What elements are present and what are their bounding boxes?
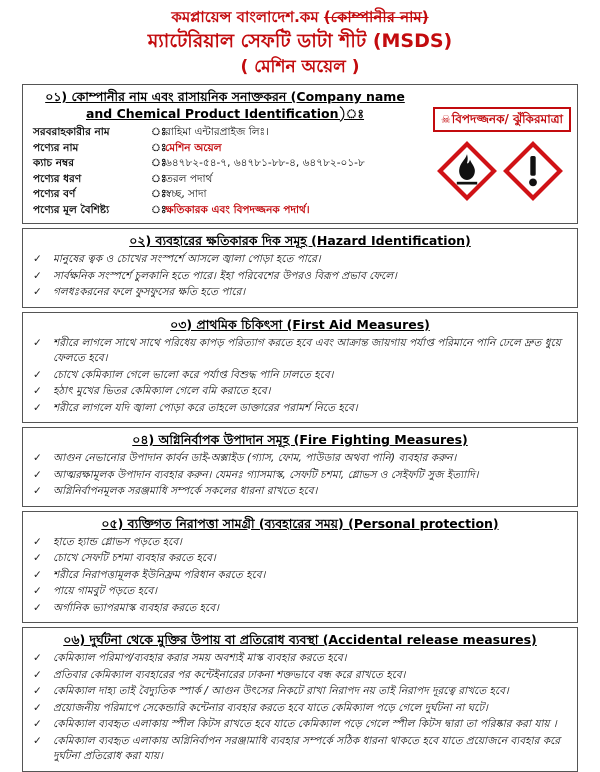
- section-identification: [22, 84, 578, 224]
- list-item: ✓ সার্বক্ষনিক সংস্পর্শে চুলকানি হতে পারে। ইহা পরিবেশের উপরও বিরূপ প্রভাব ফেলে।: [33, 269, 567, 285]
- field-cas-number: ক্যাচ নম্বর ঃ ৬৪৭৮২-৫৪-৭, ৬৪৭৮১-৮৮-৪, ৬৪৭৮২-০১-৮: [33, 157, 365, 169]
- section-5-heading: ০৫) ব্যক্তিগত নিরাপত্তা সামগ্রী (ব্যবহারের সময়) (Personal protection): [101, 515, 499, 531]
- field-product-name: পণ্যের নাম ঃ মেশিন অয়েল: [33, 141, 222, 154]
- list-item: ✓ কেমিক্যাল ব্যবহৃত এলাকায় স্পীল কিটস রাখতে হবে যাতে কেমিক্যাল পড়ে গেলে স্পীল কিটস দ্বারা তা পরিষ্কার করা যায় ।: [33, 717, 567, 733]
- list-item: ✓ কেমিক্যাল পরিমাপ/ব্যবহার করার সময় অবশ্যই মাস্ক ব্যবহার করতে হবে।: [33, 651, 567, 667]
- field-supplier-name: সরবরাহকারীর নাম ঃ রাহিমা এন্টারপ্রাইজ লিঃ।: [33, 126, 269, 138]
- list-item: ✓ হঠাৎ মুখের ভিতর কেমিক্যাল গেলে বমি করাতে হবে।: [33, 384, 567, 400]
- product-fields: [33, 125, 423, 218]
- hazard-badge: [433, 107, 571, 132]
- list-item: ✓ অগ্নিনির্বাপনমূলক সরঞ্জমাধি সম্পর্কে সকলের ধারনা রাখতে হবে।: [33, 484, 567, 500]
- checkmark-icon: ✓: [33, 701, 42, 714]
- checkmark-icon: ✓: [33, 269, 42, 282]
- section-fire-fighting: [22, 427, 578, 507]
- section-4-bullets: [33, 451, 567, 500]
- checkmark-icon: ✓: [33, 734, 42, 747]
- skull-crossbones-icon: ☠: [440, 113, 451, 126]
- checkmark-icon: ✓: [33, 401, 42, 414]
- list-item: ✓ কেমিক্যাল দাহ্য তাই বৈদ্যুতিক স্পার্ক / আগুন উৎসের নিকটে রাখা নিরাপদ নয় তাই নিরাপদ দূরত্বে রাখতে হবে।: [33, 684, 567, 700]
- list-item: ✓ শরীরে লাগলে যদি জ্বালা পোড়া করে তাহলে ডাক্তারের পরামর্শ নিতে হবে।: [33, 401, 567, 417]
- list-item: ✓ অর্গানিক ভ্যাপরমাস্ক ব্যবহার করতে হবে।: [33, 601, 567, 617]
- checkmark-icon: ✓: [33, 568, 42, 581]
- list-item: ✓ পায়ে গামবুট পড়তে হবে।: [33, 584, 567, 600]
- section-6-bullets: [33, 651, 567, 765]
- company-name-note: (কোম্পানীর নাম): [323, 8, 429, 26]
- section-3-bullets: [33, 336, 567, 417]
- section-3-heading: ০৩) প্রাথমিক চিকিৎসা (First Aid Measures): [170, 316, 430, 332]
- section-personal-protection: [22, 511, 578, 624]
- flame-pictogram-icon: [437, 141, 497, 201]
- document-title: ম্যাটেরিয়াল সেফটি ডাটা শীট (MSDS): [147, 30, 453, 52]
- checkmark-icon: ✓: [33, 253, 42, 265]
- hazard-badge-label: বিপদজ্জনক/ ঝুঁকিরমাত্রা: [451, 112, 563, 126]
- checkmark-icon: ✓: [33, 552, 42, 564]
- list-item: ✓ শরীরে নিরাপত্তামূলক ইউনিফ্রম পরিধান করতে হবে।: [33, 568, 567, 584]
- section-accidental-release: [22, 627, 578, 772]
- exclamation-pictogram-icon: [503, 141, 563, 201]
- section-4-heading: ০৪) অগ্নিনির্বাপক উপাদান সমূহ (Fire Fighting Measures): [132, 432, 468, 447]
- checkmark-icon: ✓: [33, 485, 42, 497]
- checkmark-icon: ✓: [33, 585, 42, 597]
- section-first-aid: [22, 312, 578, 424]
- section-6-heading: ০৬) দুর্ঘটনা থেকে মুক্তির উপায় বা প্রতিরোধ ব্যবস্থা (Accidental release measures): [63, 632, 537, 647]
- company-name: কমপ্লায়েন্স বাংলাদেশ.কম: [171, 8, 319, 26]
- list-item: ✓ প্রয়োজনীয় পরিমাপে সেকেন্ডারি কন্টেনার ব্যবহার করতে হবে যাতে কেমিক্যাল পড়ে গেলে দুর্ঘটনা না ঘটে।: [33, 701, 567, 717]
- section-hazard-identification: [22, 228, 578, 308]
- field-product-color: পণ্যের বর্ণ ঃ স্বচ্ছ, সাদা: [33, 188, 207, 200]
- company-title: [0, 6, 600, 28]
- list-item: ✓ আত্মরক্ষামূলক উপাদান ব্যবহার করুন। যেমনঃ গ্যাসমাস্ক, সেফটি চশমা, গ্লোভস ও সেইফটি সুজ ইত্যাদি।: [33, 468, 567, 484]
- checkmark-icon: ✓: [33, 718, 42, 730]
- checkmark-icon: ✓: [33, 468, 42, 481]
- section-2-heading: ০২) ব্যবহারের ক্ষতিকারক দিক সমূহ (Hazard Identification): [129, 233, 471, 248]
- list-item: ✓ আগুন নেভানোর উপাদান কার্বন ডাই-অক্সাইড (গ্যাস, ফোম, পাউডার অথবা পানি) ব্যবহার করুন।: [33, 451, 567, 467]
- section-5-bullets: [33, 535, 567, 617]
- checkmark-icon: ✓: [33, 336, 42, 349]
- list-item: ✓ কেমিক্যাল ব্যবহৃত এলাকায় অগ্নিনির্বাপন সরঞ্জামাধি ব্যবহার সম্পর্কে সঠিক ধারনা থাকতে হবে যাতে প্রয়োজনে ব্যবহার করে দুর্ঘটনা প্রতিরোধ করা যায়।: [33, 734, 567, 765]
- list-item: ✓ মানুষের ত্বক ও চোখের সংস্পর্শে আসলে জ্বালা পোড়া হতে পারে।: [33, 252, 567, 268]
- list-item: ✓ প্রতিবার কেমিক্যাল ব্যবহারের পর কন্টেইনারের ঢাকনা শক্তভাবে বন্ধ করে রাখতে হবে।: [33, 668, 567, 684]
- list-item: ✓ চোখে কেমিক্যাল গেলে ভালো করে পর্যাপ্ত বিশুদ্ধ পানি ঢালতে হবে।: [33, 368, 567, 384]
- checkmark-icon: ✓: [33, 652, 42, 664]
- checkmark-icon: ✓: [33, 535, 42, 548]
- checkmark-icon: ✓: [33, 385, 42, 397]
- ghs-pictograms: [437, 141, 563, 201]
- field-product-type: পণ্যের ধরণ ঃ তরল পদার্থ: [33, 172, 213, 185]
- section-1-heading: ০১) কোম্পানীর নাম এবং রাসায়নিক সনাক্তকরন (Company name and Chemical Product Identification)ঃ: [45, 89, 405, 121]
- list-item: ✓ গলধঃকরনের ফলে ফুসফুসের ক্ষতি হতে পারে।: [33, 285, 567, 301]
- checkmark-icon: ✓: [33, 452, 42, 464]
- checkmark-icon: ✓: [33, 286, 42, 298]
- checkmark-icon: ✓: [33, 601, 42, 614]
- checkmark-icon: ✓: [33, 668, 42, 681]
- checkmark-icon: ✓: [33, 685, 42, 697]
- list-item: ✓ হাতে হ্যান্ড গ্লোভস পড়তে হবে।: [33, 535, 567, 551]
- field-main-characteristics: পণ্যের মূল বৈশিষ্ট্য ঃ ক্ষতিকারক এবং বিপদজ্জনক পদার্থ।: [33, 203, 310, 216]
- list-item: ✓ শরীরে লাগলে সাথে সাথে পরিধেয় কাপড় পরিত্যাগ করতে হবে এবং আক্রান্ত জায়গায় পর্যাপ্ত পরিমানে পানি ঢেলে দ্রুত ধুয়ে ফেলতে হবে।: [33, 336, 567, 367]
- section-2-bullets: [33, 252, 567, 301]
- product-title: ( মেশিন অয়েল ): [240, 57, 360, 77]
- list-item: ✓ চোখে সেফটি চশমা ব্যবহার করতে হবে।: [33, 551, 567, 567]
- checkmark-icon: ✓: [33, 368, 42, 381]
